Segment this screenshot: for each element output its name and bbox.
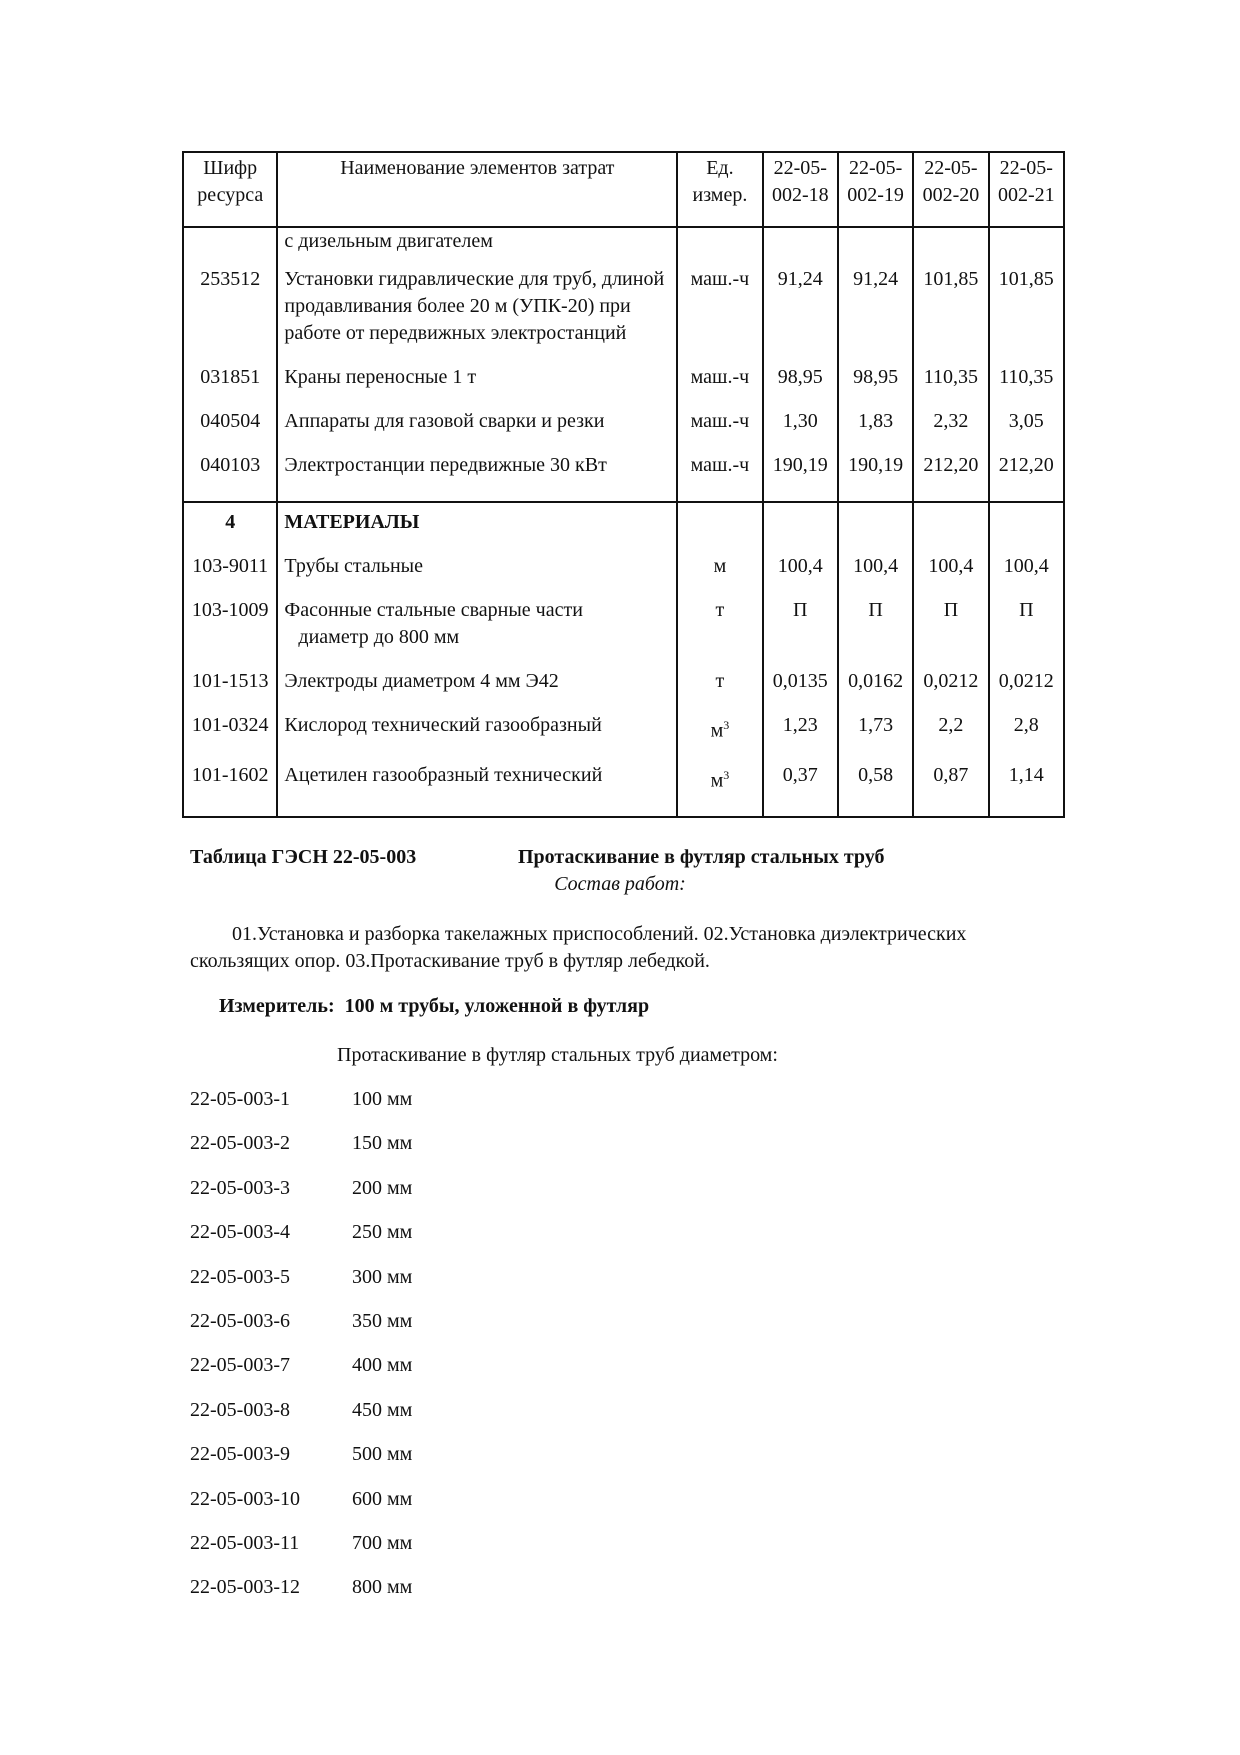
table-row bbox=[183, 695, 1064, 745]
resource-value: 98,95 bbox=[763, 347, 838, 391]
list-item bbox=[190, 1443, 412, 1487]
resource-value: 100,4 bbox=[838, 536, 913, 580]
resource-name: Аппараты для газовой сварки и резки bbox=[277, 391, 677, 435]
resource-unit: м bbox=[710, 769, 724, 792]
resource-value: 101,85 bbox=[913, 255, 988, 347]
list-item bbox=[190, 1354, 412, 1398]
resource-name: Кислород технический газообразный bbox=[277, 695, 677, 745]
resource-unit: маш.-ч bbox=[677, 347, 762, 391]
item-code: 22-05-003-1 bbox=[190, 1088, 290, 1110]
header-code: Шифр ресурса bbox=[183, 152, 277, 227]
resource-unit-cell bbox=[677, 745, 762, 818]
list-item bbox=[190, 1488, 412, 1532]
resource-value: 190,19 bbox=[763, 435, 838, 502]
table-row bbox=[183, 745, 1064, 818]
resource-name-cell bbox=[277, 580, 677, 651]
item-size: 200 мм bbox=[352, 1176, 413, 1199]
table-name: Протаскивание в футляр стальных труб bbox=[518, 846, 885, 868]
resource-code: 103-1009 bbox=[183, 580, 277, 651]
resource-value: 0,37 bbox=[763, 745, 838, 818]
item-size: 250 мм bbox=[352, 1221, 413, 1244]
table-row bbox=[183, 255, 1064, 347]
resource-code: 103-9011 bbox=[183, 536, 277, 580]
item-code: 22-05-003-8 bbox=[190, 1398, 290, 1421]
meter-label: Измеритель: bbox=[219, 995, 335, 1017]
item-size: 450 мм bbox=[352, 1398, 413, 1421]
item-size: 100 мм bbox=[352, 1088, 413, 1110]
items-intro: Протаскивание в футляр стальных труб диаметром: bbox=[337, 1044, 778, 1066]
resource-name: Краны переносные 1 т bbox=[277, 347, 677, 391]
list-item bbox=[190, 1576, 412, 1620]
resource-name: Электроды диаметром 4 мм Э42 bbox=[277, 651, 677, 695]
item-code: 22-05-003-9 bbox=[190, 1443, 290, 1466]
resource-code: 040103 bbox=[183, 435, 277, 502]
list-item bbox=[190, 1221, 412, 1265]
resource-value: 2,2 bbox=[913, 695, 988, 745]
item-size: 150 мм bbox=[352, 1132, 413, 1155]
resource-value: 0,58 bbox=[838, 745, 913, 818]
resource-name: Электростанции передвижные 30 кВт bbox=[277, 435, 677, 502]
resource-code: 101-1602 bbox=[183, 745, 277, 818]
resource-table bbox=[182, 151, 1065, 818]
list-item bbox=[190, 1266, 412, 1310]
table-row bbox=[183, 580, 1064, 651]
header-col-2: 22-05-002-19 bbox=[838, 152, 913, 227]
resource-unit-cell bbox=[677, 695, 762, 745]
resource-value: 2,32 bbox=[913, 391, 988, 435]
resource-value: 190,19 bbox=[838, 435, 913, 502]
item-size: 350 мм bbox=[352, 1309, 413, 1332]
unit-superscript: 3 bbox=[723, 718, 730, 732]
resource-code: 031851 bbox=[183, 347, 277, 391]
section-name: МАТЕРИАЛЫ bbox=[277, 502, 677, 536]
resource-value: 1,23 bbox=[763, 695, 838, 745]
resource-value: 1,30 bbox=[763, 391, 838, 435]
resource-name: Фасонные стальные сварные части bbox=[284, 599, 583, 621]
item-code: 22-05-003-7 bbox=[190, 1354, 290, 1377]
resource-value: 0,87 bbox=[913, 745, 988, 818]
resource-code: 253512 bbox=[183, 255, 277, 347]
resource-value: 1,73 bbox=[838, 695, 913, 745]
item-code: 22-05-003-11 bbox=[190, 1531, 300, 1554]
resource-unit: маш.-ч bbox=[677, 435, 762, 502]
item-size: 600 мм bbox=[352, 1487, 413, 1510]
resource-value: 212,20 bbox=[913, 435, 988, 502]
table-row bbox=[183, 347, 1064, 391]
header-col-3: 22-05-002-20 bbox=[913, 152, 988, 227]
item-code: 22-05-003-12 bbox=[190, 1576, 300, 1599]
item-code: 22-05-003-3 bbox=[190, 1176, 290, 1199]
list-item bbox=[190, 1532, 412, 1576]
unit-superscript: 3 bbox=[723, 767, 730, 782]
item-code: 22-05-003-2 bbox=[190, 1132, 290, 1155]
resource-name: Установки гидравлические для труб, длиной продавливания более 20 м (УПК-20) при работе от передвижных электростанций bbox=[277, 255, 677, 347]
item-code: 22-05-003-5 bbox=[190, 1265, 290, 1288]
item-code: 22-05-003-10 bbox=[190, 1487, 300, 1510]
resource-name: Трубы стальные bbox=[277, 536, 677, 580]
item-size: 700 мм bbox=[352, 1531, 413, 1554]
list-item bbox=[190, 1132, 412, 1176]
resource-value: 91,24 bbox=[838, 255, 913, 347]
resource-code: 040504 bbox=[183, 391, 277, 435]
header-col-1: 22-05-002-18 bbox=[763, 152, 838, 227]
resource-unit: м bbox=[710, 719, 724, 742]
table-title: Таблица ГЭСН 22-05-003 bbox=[190, 846, 417, 868]
resource-value: П bbox=[763, 580, 838, 651]
table-row bbox=[183, 435, 1064, 502]
table-section-row bbox=[183, 502, 1064, 536]
list-item bbox=[190, 1177, 412, 1221]
resource-value: 0,0135 bbox=[763, 651, 838, 695]
item-code: 22-05-003-4 bbox=[190, 1221, 290, 1244]
continuation-text: с дизельным двигателем bbox=[277, 227, 677, 255]
resource-value: П bbox=[989, 580, 1064, 651]
meter-line bbox=[219, 995, 649, 1018]
resource-unit: маш.-ч bbox=[677, 255, 762, 347]
resource-value: 3,05 bbox=[989, 391, 1064, 435]
list-item bbox=[190, 1310, 412, 1354]
table-header-row bbox=[183, 152, 1064, 227]
resource-value: 212,20 bbox=[989, 435, 1064, 502]
resource-name-detail: диаметр до 800 мм bbox=[298, 626, 460, 648]
resource-unit: т bbox=[677, 651, 762, 695]
resource-value: 110,35 bbox=[989, 347, 1064, 391]
resource-name: Ацетилен газообразный технический bbox=[277, 745, 677, 818]
resource-value: П bbox=[913, 580, 988, 651]
works-text: 01.Установка и разборка такелажных приспособлений. 02.Установка диэлектрических скользящих опор. 03.Протаскивание труб в футляр лебедкой. bbox=[190, 923, 967, 972]
resource-code: 101-0324 bbox=[183, 695, 277, 745]
resource-value: 1,14 bbox=[989, 745, 1064, 818]
list-item bbox=[190, 1088, 412, 1132]
header-name: Наименование элементов затрат bbox=[277, 152, 677, 227]
resource-value: 100,4 bbox=[913, 536, 988, 580]
resource-unit: т bbox=[677, 580, 762, 651]
list-item bbox=[190, 1399, 412, 1443]
resource-value: 101,85 bbox=[989, 255, 1064, 347]
resource-value: 91,24 bbox=[763, 255, 838, 347]
resource-value: 0,0212 bbox=[989, 651, 1064, 695]
resource-value: 2,8 bbox=[989, 695, 1064, 745]
resource-value: 100,4 bbox=[763, 536, 838, 580]
item-code: 22-05-003-6 bbox=[190, 1309, 290, 1332]
item-size: 300 мм bbox=[352, 1265, 413, 1288]
resource-value: 1,83 bbox=[838, 391, 913, 435]
resource-value: 100,4 bbox=[989, 536, 1064, 580]
table-row bbox=[183, 651, 1064, 695]
meter-value: 100 м трубы, уложенной в футляр bbox=[344, 995, 650, 1017]
resource-value: 110,35 bbox=[913, 347, 988, 391]
header-col-4: 22-05-002-21 bbox=[989, 152, 1064, 227]
works-caption: Состав работ: bbox=[554, 873, 686, 895]
resource-value: 98,95 bbox=[838, 347, 913, 391]
table-row bbox=[183, 536, 1064, 580]
item-size: 800 мм bbox=[352, 1576, 413, 1599]
table-row bbox=[183, 227, 1064, 255]
resource-unit: маш.-ч bbox=[677, 391, 762, 435]
resource-code: 101-1513 bbox=[183, 651, 277, 695]
table-row bbox=[183, 391, 1064, 435]
resource-unit: м bbox=[677, 536, 762, 580]
item-size: 500 мм bbox=[352, 1443, 413, 1466]
resource-value: 0,0162 bbox=[838, 651, 913, 695]
item-size: 400 мм bbox=[352, 1354, 413, 1377]
header-unit: Ед. измер. bbox=[677, 152, 762, 227]
resource-value: 0,0212 bbox=[913, 651, 988, 695]
section-code: 4 bbox=[183, 502, 277, 536]
items-list bbox=[190, 1088, 412, 1621]
resource-value: П bbox=[838, 580, 913, 651]
